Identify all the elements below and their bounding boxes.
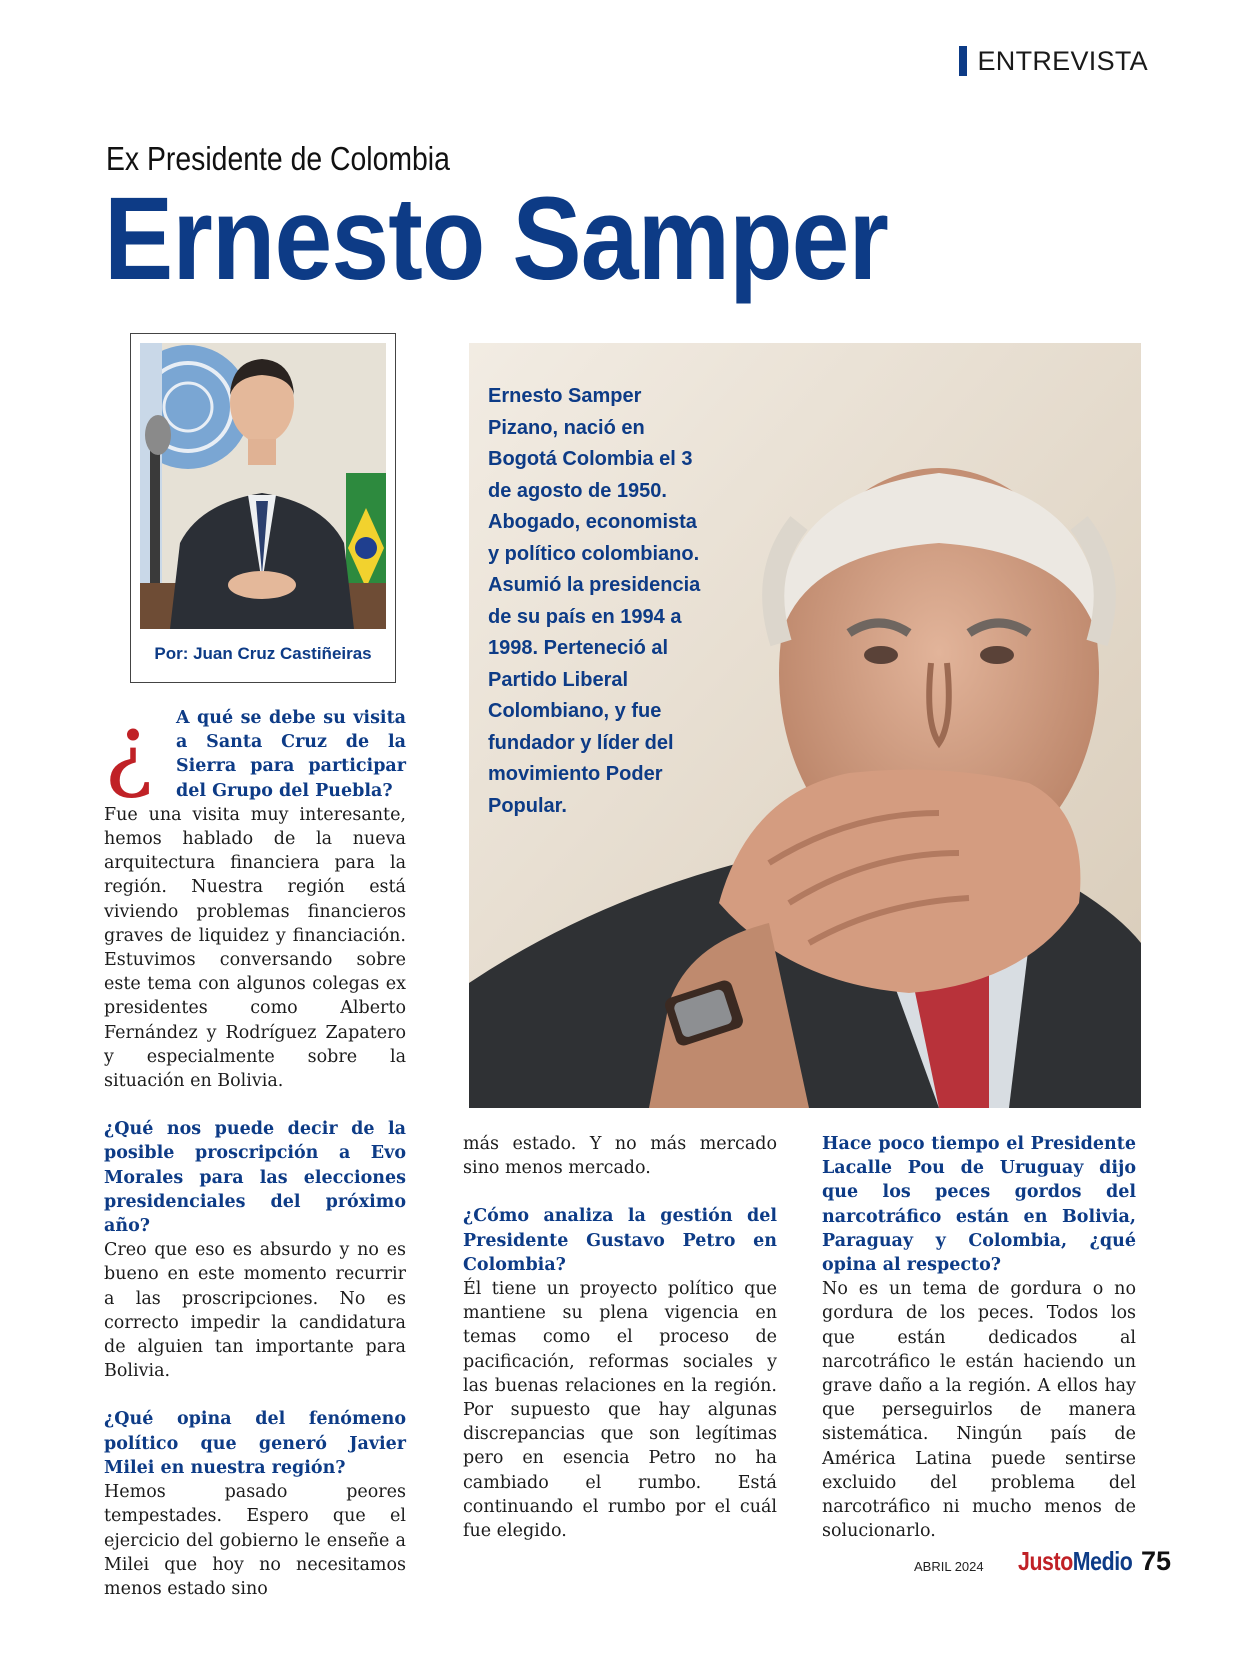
column-right xyxy=(822,1132,1136,1543)
photo-bio-text: Ernesto Samper Pizano, nació en Bogotá Colombia el 3 de agosto de 1950. Abogado, economista y político colombiano. Asumió la presidencia de su país en 1994 a 1998. Perteneció al Partido Liberal Colombiano, y fue fundador y líder del movimiento Poder Popular. xyxy=(488,385,701,817)
column-middle xyxy=(463,1132,777,1543)
question-1-block xyxy=(104,695,406,803)
column-left xyxy=(104,695,406,1601)
answer-4: Él tiene un proyecto político que mantiene su plena vigencia en temas como el proceso de pacificación, reformas sociales y las buenas relaciones en la región. Por supuesto que hay algunas discrepancias que son legítimas pero en esencia Petro no ha cambiado el rumbo. Está continuando el rumbo por el cuál fue elegido. xyxy=(463,1279,777,1542)
question-4: ¿Cómo analiza la gestión del Presidente Gustavo Petro en Colombia? xyxy=(463,1206,777,1275)
answer-2: Creo que eso es absurdo y no es bueno en este momento recurrir a las proscripciones. No es correcto impedir la candidatura de alguien tan importante para Bolivia. xyxy=(104,1240,406,1382)
magazine-logo-part-1: Justo xyxy=(1018,1546,1073,1576)
footer-date: ABRIL 2024 xyxy=(914,1559,984,1574)
question-2: ¿Qué nos puede decir de la posible proscripción a Evo Morales para las elecciones presidenciales del próximo año? xyxy=(104,1119,406,1237)
article-kicker: Ex Presidente de Colombia xyxy=(106,140,450,177)
section-label: ENTREVISTA xyxy=(977,45,1148,76)
section-tag xyxy=(959,44,1148,78)
answer-3-part-2: más estado. Y no más mercado sino menos mercado. xyxy=(463,1134,777,1179)
inverted-question-mark-icon: ¿ xyxy=(104,695,154,802)
question-1: A qué se debe su visita a Santa Cruz de la Sierra para participar del Grupo del Puebla? xyxy=(176,708,406,801)
question-5: Hace poco tiempo el Presidente Lacalle Pou de Uruguay dijo que los peces gordos del narcotráfico están en Bolivia, Paraguay y Colombia, ¿qué opina al respecto? xyxy=(822,1134,1136,1276)
author-photo-box xyxy=(130,333,396,683)
page-number: 75 xyxy=(1141,1546,1172,1576)
author-photo xyxy=(140,343,386,629)
article-headline: Ernesto Samper xyxy=(104,173,889,305)
answer-1: Fue una visita muy interesante, hemos hablado de la nueva arquitectura financiera para la región. Nuestra región está viviendo problemas financieros graves de liquidez y financiación. Estuvimos conversando sobre este tema con algunos colegas ex presidentes como Alberto Fernández y Rodríguez Zapatero y especialmente sobre la situación en Bolivia. xyxy=(104,804,406,1092)
section-marker-bar xyxy=(959,46,967,76)
magazine-logo-part-2: Medio xyxy=(1072,1546,1133,1576)
answer-5: No es un tema de gordura o no gordura de los peces. Todos los que están dedicados al narcotráfico le están haciendo un grave daño a la región. A ellos hay que perseguirlos de manera sistemática. Ningún país de América Latina puede sentirse excluido del problema del narcotráfico ni mucho menos de solucionarlo. xyxy=(822,1279,1136,1542)
author-byline: Por: Juan Cruz Castiñeiras xyxy=(154,644,372,663)
answer-3-part-1: Hemos pasado peores tempestades. Espero que el ejercicio del gobierno le enseñe a Milei que hoy no necesitamos menos estado sino xyxy=(104,1482,406,1599)
question-3: ¿Qué opina del fenómeno político que generó Javier Milei en nuestra región? xyxy=(104,1409,406,1478)
magazine-logo xyxy=(1018,1546,1132,1577)
